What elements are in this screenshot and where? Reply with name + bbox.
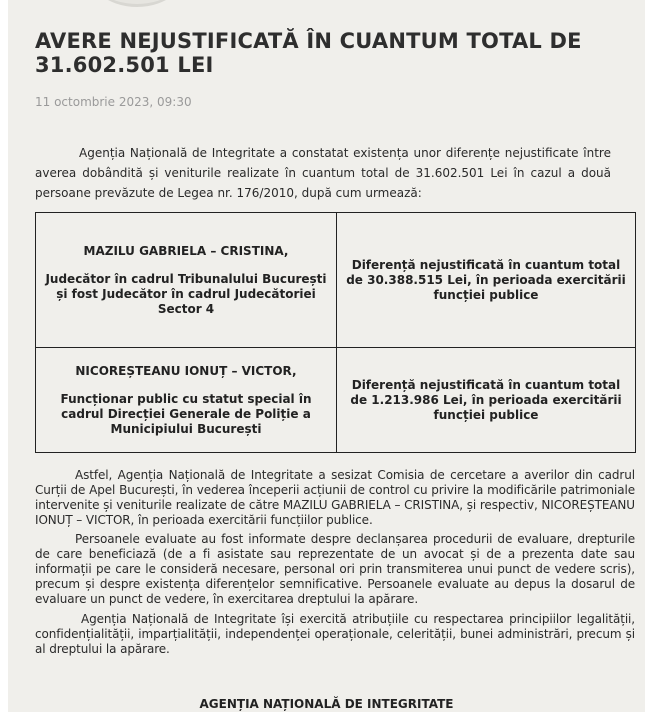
person-name: MAZILU GABRIELA – CRISTINA,: [83, 243, 289, 258]
body-paragraph: Agenția Națională de Integritate își exercită atribuțiile cu respectarea principiilor legalității, confidențialității, imparțialității, independenței operaționale, celerității, bunei administrări, precum și al dreptului la apărare.: [35, 612, 635, 656]
intro-paragraph: Agenția Națională de Integritate a constatat existența unor diferențe nejustificate între averea dobândită și veniturile realizate în cuantum total de 31.602.501 Lei în cazul a două persoane prevăzute de Legea nr. 176/2010, după cum urmează:: [35, 146, 611, 200]
person-role: Judecător în cadrul Tribunalului București și fost Judecător în cadrul Judecătoriei Sector 4: [45, 271, 327, 316]
person-name: NICOREȘTEANU IONUȚ – VICTOR,: [75, 363, 297, 378]
person-cell: [36, 213, 337, 348]
signature: AGENȚIA NAȚIONALĂ DE INTEGRITATE: [199, 697, 454, 711]
logo-image: [82, 0, 192, 7]
body-paragraph: Persoanele evaluate au fost informate despre declanșarea procedurii de evaluare, drepturile de care beneficiază (de a fi asistate sau reprezentate de un avocat și de a prezenta date sau informații pe care le consideră necesare, personal ori prin transmiterea unui punct de vedere scris), precum și despre existența diferențelor semnificative. Persoanele evaluate au depus la dosarul de evaluare un punct de vedere, în exercitarea dreptului la apărare.: [35, 532, 635, 606]
person-cell: [36, 348, 337, 453]
article-panel: [8, 0, 645, 712]
article-title: AVERE NEJUSTIFICATĂ ÎN CUANTUM TOTAL DE 31.602.501 LEI: [35, 29, 582, 77]
difference-cell: Diferență nejustificată în cuantum total de 30.388.515 Lei, în perioada exercitării funcției publice: [337, 213, 636, 348]
person-role: Funcționar public cu statut special în cadrul Direcției Generale de Poliție a Municipiului București: [60, 391, 312, 436]
table-row: [36, 213, 636, 348]
difference-cell: Diferență nejustificată în cuantum total de 1.213.986 Lei, în perioada exercitării funcției publice: [337, 348, 636, 453]
table-row: [36, 348, 636, 453]
cases-table: [35, 212, 636, 453]
article-date: 11 octombrie 2023, 09:30: [35, 95, 192, 109]
body-paragraph: Astfel, Agenția Națională de Integritate a sesizat Comisia de cercetare a averilor din cadrul Curții de Apel București, în vederea începerii acțiunii de control cu privire la modificările patrimoniale intervenite și veniturile realizate de către MAZILU GABRIELA – CRISTINA, și respectiv, NICOREȘTEANU IONUȚ – VICTOR, în perioada exercitării funcțiilor publice.: [35, 468, 635, 527]
